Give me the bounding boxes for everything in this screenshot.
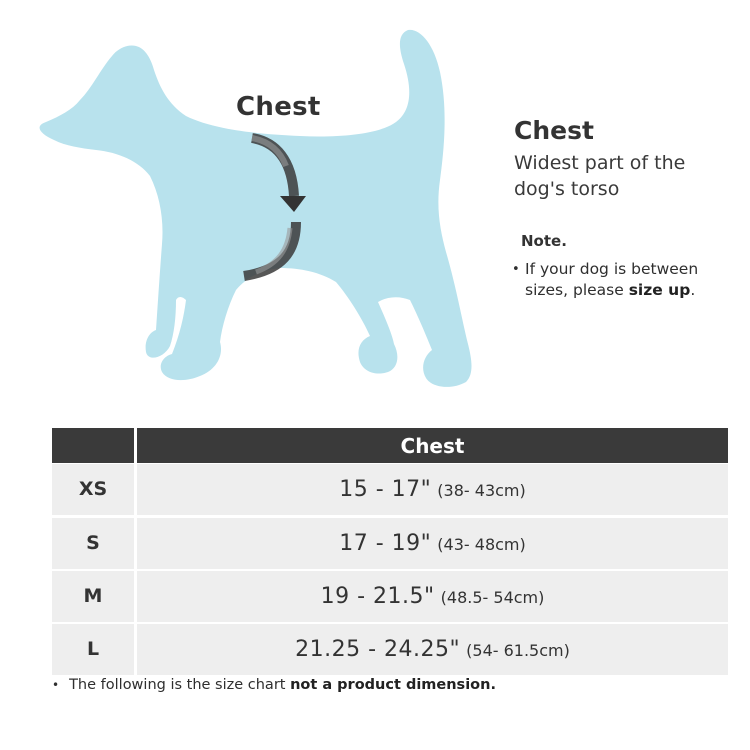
size-value xyxy=(137,624,728,675)
size-value xyxy=(137,571,728,622)
table-row xyxy=(52,571,728,622)
footnote-text: The following is the size chart xyxy=(69,677,291,693)
footnote xyxy=(52,677,496,693)
table-header-corner xyxy=(52,428,134,463)
size-inches: 21.25 - 24.25" xyxy=(295,637,461,662)
size-cm: (54- 61.5cm) xyxy=(466,641,570,660)
size-cm: (38- 43cm) xyxy=(437,481,526,500)
size-label: L xyxy=(52,624,134,675)
bullet-icon: • xyxy=(512,262,520,277)
dog-silhouette-illustration xyxy=(0,0,500,400)
size-cm: (43- 48cm) xyxy=(437,535,526,554)
dog-silhouette xyxy=(40,30,472,387)
size-value xyxy=(137,464,728,515)
note-title: Note. xyxy=(521,232,567,250)
size-label: S xyxy=(52,518,134,569)
size-inches: 19 - 21.5" xyxy=(320,584,435,609)
size-label: XS xyxy=(52,464,134,515)
table-header xyxy=(52,428,728,463)
size-cm: (48.5- 54cm) xyxy=(440,588,545,607)
table-row xyxy=(52,518,728,569)
size-value xyxy=(137,518,728,569)
table-row xyxy=(52,624,728,675)
note-text xyxy=(512,259,737,301)
measurement-description: Widest part of the dog's torso xyxy=(514,152,686,200)
size-inches: 15 - 17" xyxy=(339,477,432,502)
footnote-emphasis: not a product dimension. xyxy=(290,677,496,693)
table-row xyxy=(52,464,728,515)
note-end: . xyxy=(690,281,696,299)
size-label: M xyxy=(52,571,134,622)
bullet-icon: • xyxy=(52,678,60,692)
table-header-chest: Chest xyxy=(137,428,728,463)
size-inches: 17 - 19" xyxy=(339,531,432,556)
note-body: If your dog is between sizes, please xyxy=(525,260,699,299)
measurement-title: Chest xyxy=(514,116,594,145)
note-emphasis: size up xyxy=(628,281,691,299)
chest-illustration-label: Chest xyxy=(236,92,321,122)
